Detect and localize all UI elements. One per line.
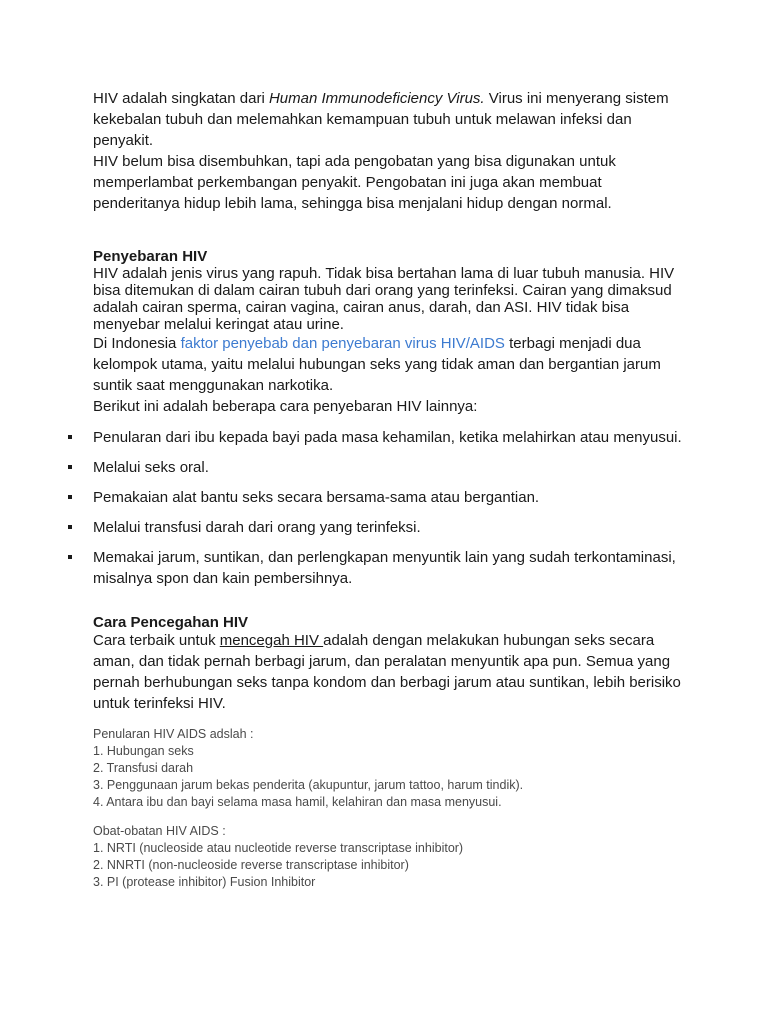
list-item: 1. Hubungan seks — [93, 744, 194, 758]
list-item: Melalui transfusi darah dari orang yang terinfeksi. — [93, 517, 683, 538]
list-item: 4. Antara ibu dan bayi selama masa hamil, kelahiran dan masa menyusui. — [93, 795, 502, 809]
intro-text: HIV adalah singkatan dari — [93, 90, 269, 107]
penyebaran-text: Di Indonesia — [93, 335, 181, 352]
bullet-square-icon — [68, 465, 72, 469]
pencegahan-section — [93, 614, 683, 714]
document-page — [93, 88, 683, 891]
list-item: Melalui seks oral. — [93, 457, 683, 478]
penyebaran-text-cont: terbagi menjadi dua kelompok utama, yaitu melalui hubungan seks yang tidak aman dan bergantian jarum suntik saat menggunakan narkotika. — [93, 335, 661, 394]
penularan-title: Penularan HIV AIDS adslah : — [93, 727, 254, 741]
intro-text-cont: Virus ini menyerang sistem kekebalan tubuh dan melemahkan kemampuan tubuh untuk melawan infeksi dan penyakit. — [93, 90, 669, 149]
bullet-square-icon — [68, 435, 72, 439]
list-item: Penularan dari ibu kepada bayi pada masa kehamilan, ketika melahirkan atau menyusui. — [93, 427, 683, 448]
intro-paragraph-2: HIV belum bisa disembuhkan, tapi ada pengobatan yang bisa digunakan untuk memperlambat perkembangan penyakit. Pengobatan ini juga akan membuat penderitanya hidup lebih lama, sehingga bisa menjalani hidup dengan normal. — [93, 153, 616, 212]
pencegahan-paragraph — [93, 630, 683, 714]
penularan-list — [93, 726, 683, 811]
obat-list — [93, 823, 683, 891]
pencegahan-text: Cara terbaik untuk — [93, 632, 220, 649]
mencegah-hiv-link[interactable]: mencegah HIV — [219, 632, 324, 649]
penyebaran-paragraph-3: Berikut ini adalah beberapa cara penyebaran HIV lainnya: — [93, 398, 478, 415]
penyebaran-section — [93, 248, 683, 589]
bullet-square-icon — [68, 525, 72, 529]
bullet-square-icon — [68, 495, 72, 499]
pencegahan-text-cont: adalah dengan melakukan hubungan seks secara aman, dan tidak pernah berbagi jarum, dan peralatan menyuntik apa pun. Semua yang pernah berhubungan seks tanpa kondom dan berbagi jarum atau suntikan, lebih berisiko untuk terinfeksi HIV. — [93, 632, 681, 712]
bullet-square-icon — [68, 555, 72, 559]
list-item: Pemakaian alat bantu seks secara bersama-sama atau bergantian. — [93, 487, 683, 508]
intro-paragraph-1 — [93, 88, 683, 151]
penyebaran-heading: Penyebaran HIV — [93, 248, 208, 265]
obat-title: Obat-obatan HIV AIDS : — [93, 824, 226, 838]
pencegahan-heading: Cara Pencegahan HIV — [93, 614, 249, 631]
list-item: 3. PI (protease inhibitor) Fusion Inhibitor — [93, 875, 316, 889]
intro-italic-term: Human Immunodeficiency Virus. — [268, 90, 485, 107]
list-item: 3. Penggunaan jarum bekas penderita (akupuntur, jarum tattoo, harum tindik). — [93, 778, 524, 792]
list-item: 2. NNRTI (non-nucleoside reverse transcriptase inhibitor) — [93, 858, 409, 872]
list-item: 2. Transfusi darah — [93, 761, 194, 775]
list-item: 1. NRTI (nucleoside atau nucleotide reverse transcriptase inhibitor) — [93, 841, 464, 855]
penyebaran-paragraph-2 — [93, 333, 683, 396]
penyebaran-paragraph-1: HIV adalah jenis virus yang rapuh. Tidak bisa bertahan lama di luar tubuh manusia. HIV bisa ditemukan di dalam cairan tubuh dari orang yang terinfeksi. Cairan yang dimaksud adalah cairan sperma, cairan vagina, cairan anus, darah, dan ASI. HIV tidak bisa menyebar melalui keringat atau urine. — [93, 265, 675, 333]
penyebaran-bullet-list — [93, 427, 683, 589]
list-item: Memakai jarum, suntikan, dan perlengkapan menyuntik lain yang sudah terkontaminasi, misalnya spon dan kain pembersihnya. — [93, 547, 683, 589]
intro-section — [93, 88, 683, 214]
faktor-penyebab-link[interactable]: faktor penyebab dan penyebaran virus HIV/AIDS — [180, 335, 505, 352]
